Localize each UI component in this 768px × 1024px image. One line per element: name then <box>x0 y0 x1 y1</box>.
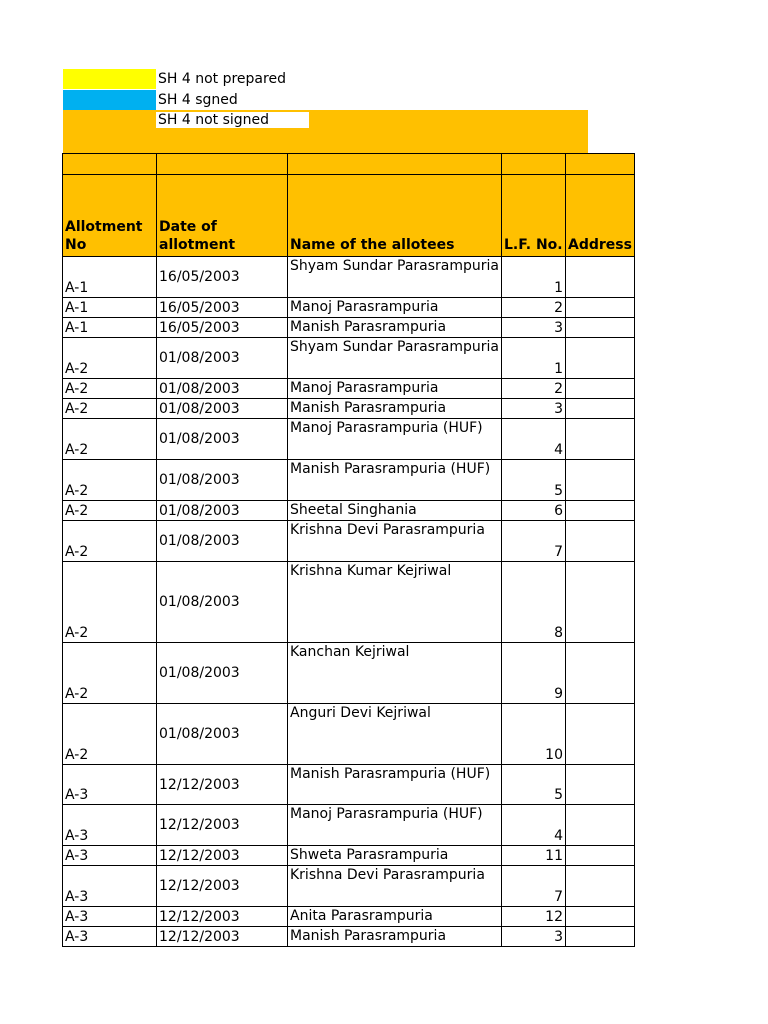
table-row <box>63 460 635 501</box>
lf-no-cell[interactable]: 7 <box>502 866 566 907</box>
allotment-table <box>62 153 635 947</box>
date-cell[interactable]: 01/08/2003 <box>157 338 288 379</box>
allotment-no-cell[interactable]: A-2 <box>63 643 157 704</box>
date-cell[interactable]: 12/12/2003 <box>157 765 288 805</box>
address-cell[interactable] <box>566 765 635 805</box>
allotment-no-cell[interactable]: A-2 <box>63 460 157 501</box>
allotee-name-cell[interactable]: Krishna Kumar Kejriwal <box>288 562 502 643</box>
date-cell[interactable]: 01/08/2003 <box>157 521 288 562</box>
legend-swatch-orange <box>63 110 156 130</box>
date-cell[interactable]: 01/08/2003 <box>157 501 288 521</box>
table-row <box>63 927 635 947</box>
allotee-name-cell[interactable]: Anguri Devi Kejriwal <box>288 704 502 765</box>
allotment-no-cell[interactable]: A-2 <box>63 562 157 643</box>
lf-no-cell[interactable]: 11 <box>502 846 566 866</box>
allotee-name-cell[interactable]: Kanchan Kejriwal <box>288 643 502 704</box>
address-cell[interactable] <box>566 521 635 562</box>
allotee-name-cell[interactable]: Shyam Sundar Parasrampuria <box>288 257 502 298</box>
allotment-no-cell[interactable]: A-3 <box>63 927 157 947</box>
address-cell[interactable] <box>566 866 635 907</box>
date-cell[interactable]: 01/08/2003 <box>157 379 288 399</box>
allotment-no-cell[interactable]: A-3 <box>63 866 157 907</box>
lf-no-cell[interactable]: 3 <box>502 927 566 947</box>
table-row <box>63 338 635 379</box>
date-cell[interactable]: 16/05/2003 <box>157 298 288 318</box>
allotee-name-cell[interactable]: Krishna Devi Parasrampuria <box>288 866 502 907</box>
table-row <box>63 765 635 805</box>
date-cell[interactable]: 01/08/2003 <box>157 562 288 643</box>
lf-no-cell[interactable]: 8 <box>502 562 566 643</box>
date-cell[interactable]: 16/05/2003 <box>157 318 288 338</box>
allotee-name-cell[interactable]: Manish Parasrampuria <box>288 399 502 419</box>
table-body <box>63 257 635 947</box>
lf-no-cell[interactable]: 7 <box>502 521 566 562</box>
allotee-name-cell[interactable]: Shyam Sundar Parasrampuria <box>288 338 502 379</box>
address-cell[interactable] <box>566 379 635 399</box>
lf-no-cell[interactable]: 1 <box>502 338 566 379</box>
address-cell[interactable] <box>566 419 635 460</box>
date-cell[interactable]: 12/12/2003 <box>157 907 288 927</box>
allotment-no-cell[interactable]: A-2 <box>63 338 157 379</box>
header-allotment-no[interactable]: Allotment No <box>63 175 157 257</box>
allotment-no-cell[interactable]: A-2 <box>63 501 157 521</box>
date-cell[interactable]: 12/12/2003 <box>157 846 288 866</box>
allotment-no-cell[interactable]: A-2 <box>63 399 157 419</box>
date-cell[interactable]: 01/08/2003 <box>157 419 288 460</box>
legend-label: SH 4 sgned <box>158 92 238 108</box>
date-cell[interactable]: 12/12/2003 <box>157 866 288 907</box>
allotee-name-cell[interactable]: Manoj Parasrampuria (HUF) <box>288 805 502 846</box>
address-cell[interactable] <box>566 298 635 318</box>
allotment-no-cell[interactable]: A-2 <box>63 379 157 399</box>
allotee-name-cell[interactable]: Sheetal Singhania <box>288 501 502 521</box>
header-lf-no[interactable]: L.F. No. <box>502 175 566 257</box>
address-cell[interactable] <box>566 257 635 298</box>
table-header-row <box>63 175 635 257</box>
lf-no-cell[interactable]: 4 <box>502 419 566 460</box>
allotee-name-cell[interactable]: Manish Parasrampuria (HUF) <box>288 460 502 501</box>
lf-no-cell[interactable]: 12 <box>502 907 566 927</box>
allotment-no-cell[interactable]: A-2 <box>63 419 157 460</box>
allotee-name-cell[interactable]: Krishna Devi Parasrampuria <box>288 521 502 562</box>
blank-header-cell <box>502 154 566 175</box>
blank-header-cell <box>566 154 635 175</box>
allotee-name-cell[interactable]: Manoj Parasrampuria <box>288 379 502 399</box>
blank-header-cell <box>288 154 502 175</box>
table-row <box>63 501 635 521</box>
allotment-no-cell[interactable]: A-3 <box>63 846 157 866</box>
allotment-no-cell[interactable]: A-3 <box>63 805 157 846</box>
allotment-no-cell[interactable]: A-3 <box>63 907 157 927</box>
lf-no-cell[interactable]: 6 <box>502 501 566 521</box>
orange-band-lower <box>63 130 588 153</box>
date-cell[interactable]: 12/12/2003 <box>157 805 288 846</box>
table-row <box>63 298 635 318</box>
address-cell[interactable] <box>566 805 635 846</box>
address-cell[interactable] <box>566 501 635 521</box>
table-row <box>63 419 635 460</box>
header-address[interactable]: Address <box>566 175 635 257</box>
address-cell[interactable] <box>566 338 635 379</box>
table-row <box>63 257 635 298</box>
table-row <box>63 643 635 704</box>
allotment-no-cell[interactable]: A-3 <box>63 765 157 805</box>
legend-label: SH 4 not prepared <box>158 71 286 87</box>
table-row <box>63 704 635 765</box>
allotee-name-cell[interactable]: Shweta Parasrampuria <box>288 846 502 866</box>
address-cell[interactable] <box>566 562 635 643</box>
address-cell[interactable] <box>566 846 635 866</box>
legend-swatch-blue <box>63 90 156 110</box>
address-cell[interactable] <box>566 907 635 927</box>
lf-no-cell[interactable]: 4 <box>502 805 566 846</box>
blank-header-cell <box>157 154 288 175</box>
table-row <box>63 907 635 927</box>
table-row <box>63 379 635 399</box>
address-cell[interactable] <box>566 318 635 338</box>
table-row <box>63 521 635 562</box>
legend-row-not-signed <box>63 110 309 130</box>
address-cell[interactable] <box>566 927 635 947</box>
address-cell[interactable] <box>566 704 635 765</box>
allotment-no-cell[interactable]: A-1 <box>63 318 157 338</box>
legend-swatch-yellow <box>63 69 156 89</box>
legend-label: SH 4 not signed <box>156 112 309 128</box>
lf-no-cell[interactable]: 5 <box>502 765 566 805</box>
allotee-name-cell[interactable]: Manoj Parasrampuria <box>288 298 502 318</box>
allotee-name-cell[interactable]: Manish Parasrampuria <box>288 318 502 338</box>
table-row <box>63 318 635 338</box>
date-cell[interactable]: 01/08/2003 <box>157 399 288 419</box>
date-cell[interactable]: 12/12/2003 <box>157 927 288 947</box>
table-row <box>63 805 635 846</box>
address-cell[interactable] <box>566 460 635 501</box>
allotment-no-cell[interactable]: A-1 <box>63 257 157 298</box>
lf-no-cell[interactable]: 3 <box>502 399 566 419</box>
table-row <box>63 866 635 907</box>
lf-no-cell[interactable]: 9 <box>502 643 566 704</box>
lf-no-cell[interactable]: 10 <box>502 704 566 765</box>
lf-no-cell[interactable]: 5 <box>502 460 566 501</box>
legend-row-signed <box>63 90 238 110</box>
date-cell[interactable]: 16/05/2003 <box>157 257 288 298</box>
allotment-no-cell[interactable]: A-2 <box>63 704 157 765</box>
blank-header-cell <box>63 154 157 175</box>
lf-no-cell[interactable]: 2 <box>502 298 566 318</box>
header-date-of-allotment[interactable]: Date of allotment <box>157 175 288 257</box>
allotee-name-cell[interactable]: Manish Parasrampuria <box>288 927 502 947</box>
table-row <box>63 399 635 419</box>
address-cell[interactable] <box>566 399 635 419</box>
table-row <box>63 562 635 643</box>
address-cell[interactable] <box>566 643 635 704</box>
allotee-name-cell[interactable]: Manish Parasrampuria (HUF) <box>288 765 502 805</box>
lf-no-cell[interactable]: 1 <box>502 257 566 298</box>
date-cell[interactable]: 01/08/2003 <box>157 643 288 704</box>
legend-row-not-prepared <box>63 69 286 89</box>
allotment-no-cell[interactable]: A-2 <box>63 521 157 562</box>
header-name-of-allotees[interactable]: Name of the allotees <box>288 175 502 257</box>
lf-no-cell[interactable]: 3 <box>502 318 566 338</box>
date-cell[interactable]: 01/08/2003 <box>157 460 288 501</box>
allotee-name-cell[interactable]: Anita Parasrampuria <box>288 907 502 927</box>
table-row <box>63 846 635 866</box>
allotee-name-cell[interactable]: Manoj Parasrampuria (HUF) <box>288 419 502 460</box>
date-cell[interactable]: 01/08/2003 <box>157 704 288 765</box>
allotment-no-cell[interactable]: A-1 <box>63 298 157 318</box>
table-blank-header-row <box>63 154 635 175</box>
lf-no-cell[interactable]: 2 <box>502 379 566 399</box>
